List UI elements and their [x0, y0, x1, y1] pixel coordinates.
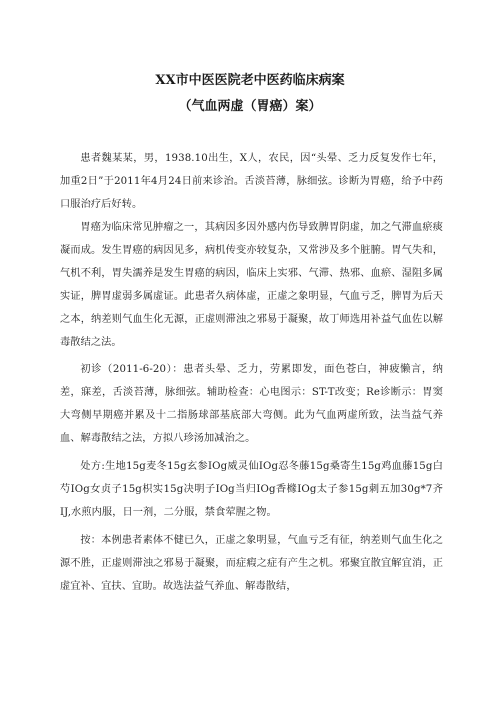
document-title: XX市中医医院老中医药临床病案 — [155, 73, 345, 88]
paragraph-patient-info: 患者魏某某，男，1938.10出生，X人，农民，因“头晕、乏力反复发作七年，加重2日”于2011年4月24日前来诊治。舌淡苔薄，脉细弦。诊断为胃癌，给予中药口服治疗后好转。 — [60, 153, 443, 210]
paragraph-commentary: 按：本例患者素体不健已久，正虚之象明显，气血亏乏有征，纳差则气血生化之源不胜，正虚则滞浊之邪易于凝聚，而症瘕之症有产生之机。邪聚宜散宜解宜消，正虚宜补、宜扶、宜助。故选法益气养血、解毒散结， — [60, 535, 443, 592]
paragraph-first-visit: 初诊（2011-6-20）：患者头晕、乏力，劳累即发，面色苍白，神疲懒言，纳差，寐差，舌淡苔薄，脉细弦。辅助检查：心电图示：ST-T改变；Re诊断示：胃窦大弯侧早期癌并累及十二指肠球部基底部大弯侧。此为气血两虚所致，法当益气养血、解毒散结之法，方拟八珍汤加减治之。 — [60, 364, 443, 444]
paragraph-prescription: 处方:生地15g麦冬15g玄参IOg威灵仙IOg忍冬藤15g桑寄生15g鸡血藤15g白芍IOg女贞子15g枳实15g决明子IOg当归IOg香橼IOg太子参15g刺五加30g*7齐IJ,水煎内服，日一剂，二分服，禁食荤腥之物。 — [60, 461, 443, 518]
document-subtitle: （气血两虚（胃癌）案） — [178, 99, 322, 114]
paragraph-etiology: 胃癌为临床常见肿瘤之一，其病因多因外感内伤导致脾胃阴虚，加之气滞血瘀痰凝而成。发生胃癌的病因见多，病机传变亦较复杂，又常涉及多个脏腑。胃气失和，气机不利，胃失濡养是发生胃癌的病因，临床上实邪、气滞、热邪、血瘀、湿阻多属实证，脾胃虚弱多属虚证。此患者久病体虚，正虚之象明显，气血亏乏，脾胃为后天之本，纳差则气血生化无源，正虚则滞浊之邪易于凝聚，故丁师选用补益气血佐以解毒散结之法。 — [60, 222, 443, 348]
document-body — [60, 147, 443, 604]
